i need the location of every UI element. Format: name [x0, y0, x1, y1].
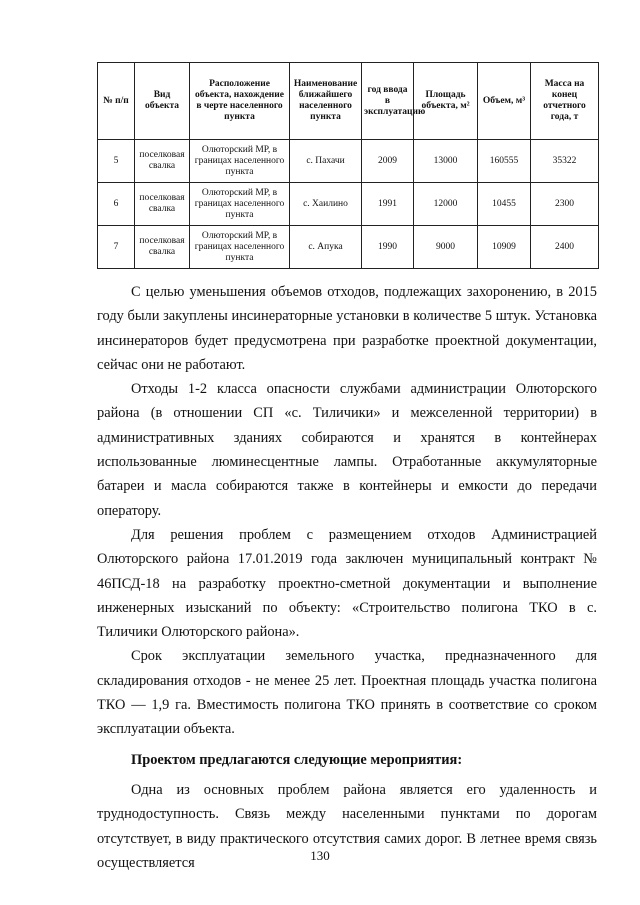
header-volume: Объем, м³: [478, 63, 531, 140]
cell-settlement: с. Апука: [290, 226, 362, 269]
cell-settlement: с. Хаилино: [290, 183, 362, 226]
cell-number: 5: [98, 140, 135, 183]
cell-area: 13000: [414, 140, 478, 183]
cell-volume: 10455: [478, 183, 531, 226]
header-area: Площадь объекта, м²: [414, 63, 478, 140]
cell-number: 7: [98, 226, 135, 269]
cell-year: 1990: [362, 226, 414, 269]
landfill-table: [97, 62, 599, 269]
cell-location: Олюторский МР, в границах населенного пункта: [190, 183, 290, 226]
paragraph-hazard-waste: Отходы 1-2 класса опасности службами администрации Олюторского района (в отношении СП «с. Тиличики» и межселенной территории) в административных зданиях собираются и хранятся в контейнерах использованные люминесцентные лампы. Отработанные аккумуляторные батареи и масла собираются также в контейнеры и емкости до передачи оператору.: [97, 381, 597, 519]
cell-mass: 35322: [531, 140, 599, 183]
cell-object-type: поселковая свалка: [135, 140, 190, 183]
table-row: [98, 183, 599, 226]
header-mass: Масса на конец отчетного года, т: [531, 63, 599, 140]
cell-area: 9000: [414, 226, 478, 269]
cell-number: 6: [98, 183, 135, 226]
paragraph-incinerators: С целью уменьшения объемов отходов, подлежащих захоронению, в 2015 году были закуплены инсинераторные установки в количестве 5 штук. Установка инсинераторов будет предусмотрена при разработке проектной документации, сейчас они не работают.: [97, 284, 597, 373]
cell-object-type: поселковая свалка: [135, 226, 190, 269]
cell-settlement: с. Пахачи: [290, 140, 362, 183]
cell-area: 12000: [414, 183, 478, 226]
header-nearest-settlement: Наименование ближайшего населенного пункта: [290, 63, 362, 140]
cell-location: Олюторский МР, в границах населенного пункта: [190, 226, 290, 269]
header-object-type: Вид объекта: [135, 63, 190, 140]
cell-year: 2009: [362, 140, 414, 183]
table-header-row: [98, 63, 599, 140]
header-commission-year: год ввода в эксплуатацию: [362, 63, 414, 140]
header-number: № п/п: [98, 63, 135, 140]
paragraph-remoteness: Одна из основных проблем района является его удаленность и труднодоступность. Связь между населенными пунктами по дорогам отсутствует, в виду практического отсутствия самих дорог. В летнее время связь осуществляется: [97, 781, 597, 871]
cell-mass: 2300: [531, 183, 599, 226]
table-row: [98, 140, 599, 183]
cell-year: 1991: [362, 183, 414, 226]
cell-volume: 160555: [478, 140, 531, 183]
cell-mass: 2400: [531, 226, 599, 269]
section-heading: Проектом предлагаются следующие мероприятия:: [131, 751, 463, 768]
paragraph-contract: Для решения проблем с размещением отходов Администрацией Олюторского района 17.01.2019 года заключен муниципальный контракт № 46ПСД-18 на разработку проектно-сметной документации и выполнение инженерных изысканий по объекту: «Строительство полигона ТКО в с. Тиличики Олюторского района».: [97, 526, 597, 641]
cell-location: Олюторский МР, в границах населенного пункта: [190, 140, 290, 183]
body-text: [97, 280, 597, 875]
table-row: [98, 226, 599, 269]
cell-volume: 10909: [478, 226, 531, 269]
cell-object-type: поселковая свалка: [135, 183, 190, 226]
paragraph-landfill-term: Срок эксплуатации земельного участка, предназначенного для складирования отходов - не менее 25 лет. Проектная площадь участка полигона ТКО — 1,9 га. Вместимость полигона ТКО принять в соответствие со сроком эксплуатации объекта.: [97, 648, 597, 738]
header-location: Расположение объекта, нахождение в черте населенного пункта: [190, 63, 290, 140]
page-number: 130: [310, 848, 330, 863]
